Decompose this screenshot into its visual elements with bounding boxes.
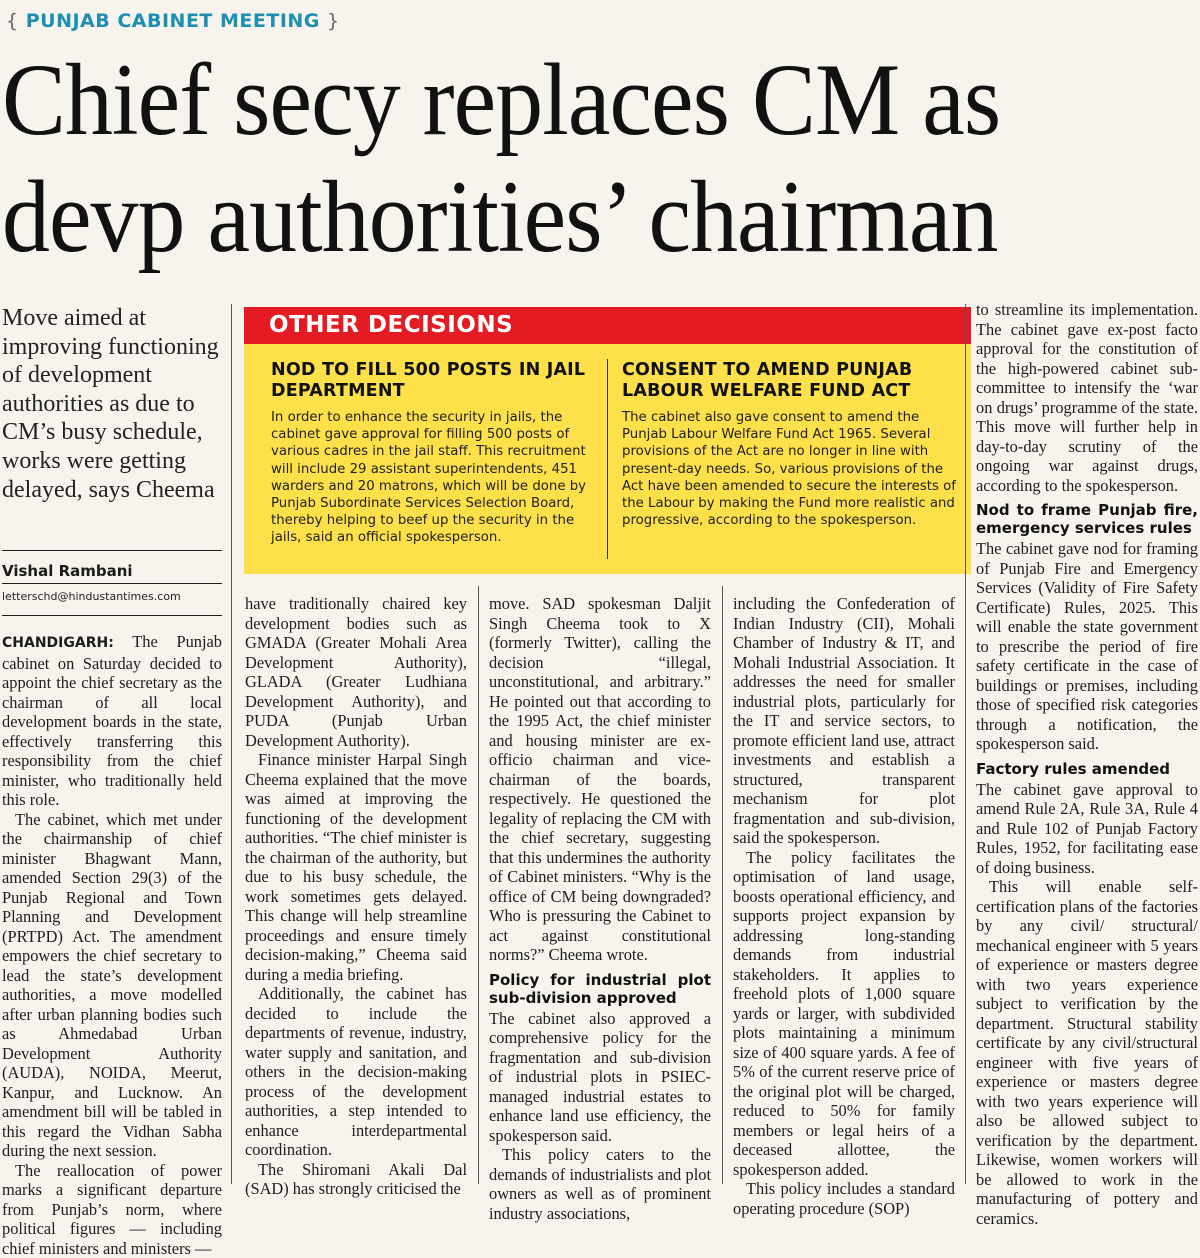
- paragraph: to streamline its implementation. The cabinet gave ex-post facto approval for the constitution of the high-powered cabinet sub-committee to intensify the ‘war on drugs’ programme of the state. This move will further help in day-to-day scrutiny of the ongoing war against drugs, according to the spokesperson.: [976, 300, 1198, 495]
- kicker-text: PUNJAB CABINET MEETING: [26, 10, 320, 32]
- column-divider-3: [722, 586, 723, 1184]
- article-column-1: [2, 632, 222, 1258]
- paragraph: The Shiromani Akali Dal (SAD) has strongly criticised the: [245, 1160, 467, 1199]
- other-decisions-title: OTHER DECISIONS: [244, 307, 971, 344]
- paragraph: Additionally, the cabinet has decided to include the departments of revenue, industry, water supply and sanitation, and others in the decision-making process of the development authorities, a step intended to enhance interdepartmental coordination.: [245, 984, 467, 1160]
- byline-email[interactable]: letterschd@hindustantimes.com: [2, 590, 181, 603]
- paragraph: This will enable self-certification plans of the factories by any civil/ structural/ mechanical engineer with 5 years of experience or masters degree with two years experience subject to verification by the department. Structural stability certificate by any civil/structural engineer with five years of experience or masters degree with two years experience will also be allowed subject to verification by the department. Likewise, women workers will be allowed to work in the manufacturing of pottery and ceramics.: [976, 877, 1198, 1228]
- section-kicker: [6, 10, 340, 32]
- kicker-open-brace: {: [6, 10, 19, 32]
- column-divider-2: [478, 586, 479, 1184]
- article-column-2: [245, 594, 467, 1199]
- column-divider-4: [965, 304, 966, 1184]
- deck-summary: Move aimed at improving functioning of development authorities as due to CM’s busy schedule, works were getting delayed, says Cheema: [2, 304, 220, 504]
- paragraph: [2, 632, 222, 810]
- paragraph: This policy includes a standard operating procedure (SOP): [733, 1179, 955, 1218]
- deck-divider: [2, 550, 222, 551]
- paragraph: including the Confederation of Indian Industry (CII), Mohali Chamber of Industry & IT, and Mohali Industrial Association. It addresses the need for smaller industrial plots, particularly for the IT and service sectors, to promote efficient land use, attract investments and establish a structured, transparent mechanism for plot fragmentation and sub-division, said the spokesperson.: [733, 594, 955, 848]
- byline-name: Vishal Rambani: [2, 562, 133, 580]
- paragraph: The policy facilitates the optimisation of land usage, boosts operational efficiency, and supports project expansion by addressing long-standing demands from industrial stakeholders. It applies to freehold plots of 1,000 square yards or larger, with subdivided plots maintaining a minimum size of 400 square yards. A fee of 5% of the current reserve price of the original plot will be charged, reduced to 50% for family members or legal heirs of a deceased allottee, the spokesperson added.: [733, 848, 955, 1180]
- box-column-divider: [607, 359, 608, 559]
- paragraph: The cabinet, which met under the chairmanship of chief minister Bhagwant Mann, amended Section 29(3) of the Punjab Regional and Town Planning and Development (PRTPD) Act. The amendment empowers the chief secretary to lead the state’s development authorities, a move modelled after urban planning bodies such as Ahmedabad Urban Development Authority (AUDA), NOIDA, Meerut, Kanpur, and Lucknow. An amendment bill will be tabled in this regard the Vidhan Sabha during the next session.: [2, 810, 222, 1161]
- paragraph-text: The Punjab cabinet on Saturday decided to appoint the chief secretary as the chairman of all local development boards in the state, effectively transferring this responsibility from the chief minister, who traditionally held this role.: [2, 632, 222, 809]
- paragraph: The cabinet gave nod for framing of Punjab Fire and Emergency Services (Validity of Fire Safety Certificate) Rules, 2025. This will enable the state government to prescribe the period of fire safety certificate in the case of buildings or premises, including those of specified risk categories through a notification, the spokesperson said.: [976, 539, 1198, 754]
- paragraph: have traditionally chaired key development bodies such as GMADA (Greater Mohali Area Development Authority), GLADA (Greater Ludhiana Development Authority), and PUDA (Punjab Urban Development Authority).: [245, 594, 467, 750]
- dateline: CHANDIGARH:: [2, 635, 114, 651]
- headline: [2, 42, 1114, 276]
- paragraph: This policy caters to the demands of industrialists and plot owners as well as of prominent industry associations,: [489, 1145, 711, 1223]
- paragraph: Finance minister Harpal Singh Cheema explained that the move was aimed at improving the functioning of the development authorities. “The chief minister is the chairman of the authority, but due to his busy schedule, the work sometimes gets delayed. This change will help streamline proceedings and ensure timely decision-making,” Cheema said during a media briefing.: [245, 750, 467, 984]
- headline-line-2: devp authorities’ chairman: [2, 159, 1114, 276]
- paragraph: The cabinet also approved a comprehensive policy for the fragmentation and sub-division of industrial plots in PSIEC-managed industrial estates to enhance land use efficiency, the spokesperson said.: [489, 1009, 711, 1146]
- article-column-4: [733, 594, 955, 1218]
- kicker-close-brace: }: [327, 10, 340, 32]
- email-divider: [2, 615, 222, 616]
- box-right-body: The cabinet also gave consent to amend the Punjab Labour Welfare Fund Act 1965. Several provisions of the Act are no longer in line with present-day needs. So, various provisions of the Act have been amended to secure the interests of the Labour by making the Fund more realistic and progressive, according to the spokesperson.: [622, 409, 958, 529]
- box-left-body: In order to enhance the security in jails, the cabinet gave approval for filling 500 posts of various cadres in the jail staff. This recruitment will include 29 assistant superintendents, 451 warders and 20 matrons, which will be done by Punjab Subordinate Services Selection Board, thereby helping to beef up the security in the jails, said an official spokesperson.: [271, 409, 594, 547]
- paragraph: move. SAD spokesman Daljit Singh Cheema took to X (formerly Twitter), calling the decision “illegal, unconstitutional, and arbitrary.” He pointed out that according to the 1995 Act, the chief minister and housing minister are ex-officio chairman and vice-chairman of the boards, respectively. He questioned the legality of replacing the CM with the chief secretary, suggesting that this undermines the authority of Cabinet ministers. “Why is the office of CM being downgraded? Who is pressuring the Cabinet to act against constitutional norms?” Cheema wrote.: [489, 594, 711, 965]
- paragraph: The cabinet gave approval to amend Rule 2A, Rule 3A, Rule 4 and Rule 102 of Punjab Factory Rules, 1952, for facilitating ease of doing business.: [976, 780, 1198, 878]
- other-decisions-box: [244, 307, 971, 574]
- subhead-fire-rules: Nod to frame Punjab fire, emergency services rules: [976, 501, 1198, 537]
- byline-divider: [2, 583, 222, 584]
- subhead-factory-rules: Factory rules amended: [976, 760, 1198, 778]
- subhead-industrial-plot: Policy for industrial plot sub-division approved: [489, 971, 711, 1007]
- paragraph: The reallocation of power marks a significant departure from Punjab’s norm, where political figures — including chief ministers and ministers —: [2, 1161, 222, 1258]
- article-column-5: [976, 300, 1198, 1228]
- box-right-heading: CONSENT TO AMEND PUNJAB LABOUR WELFARE FUND ACT: [622, 360, 952, 402]
- headline-line-1: Chief secy replaces CM as: [2, 42, 1114, 159]
- article-column-3: [489, 594, 711, 1223]
- box-left-heading: NOD TO FILL 500 POSTS IN JAIL DEPARTMENT: [271, 360, 591, 402]
- column-divider-1: [231, 304, 232, 1184]
